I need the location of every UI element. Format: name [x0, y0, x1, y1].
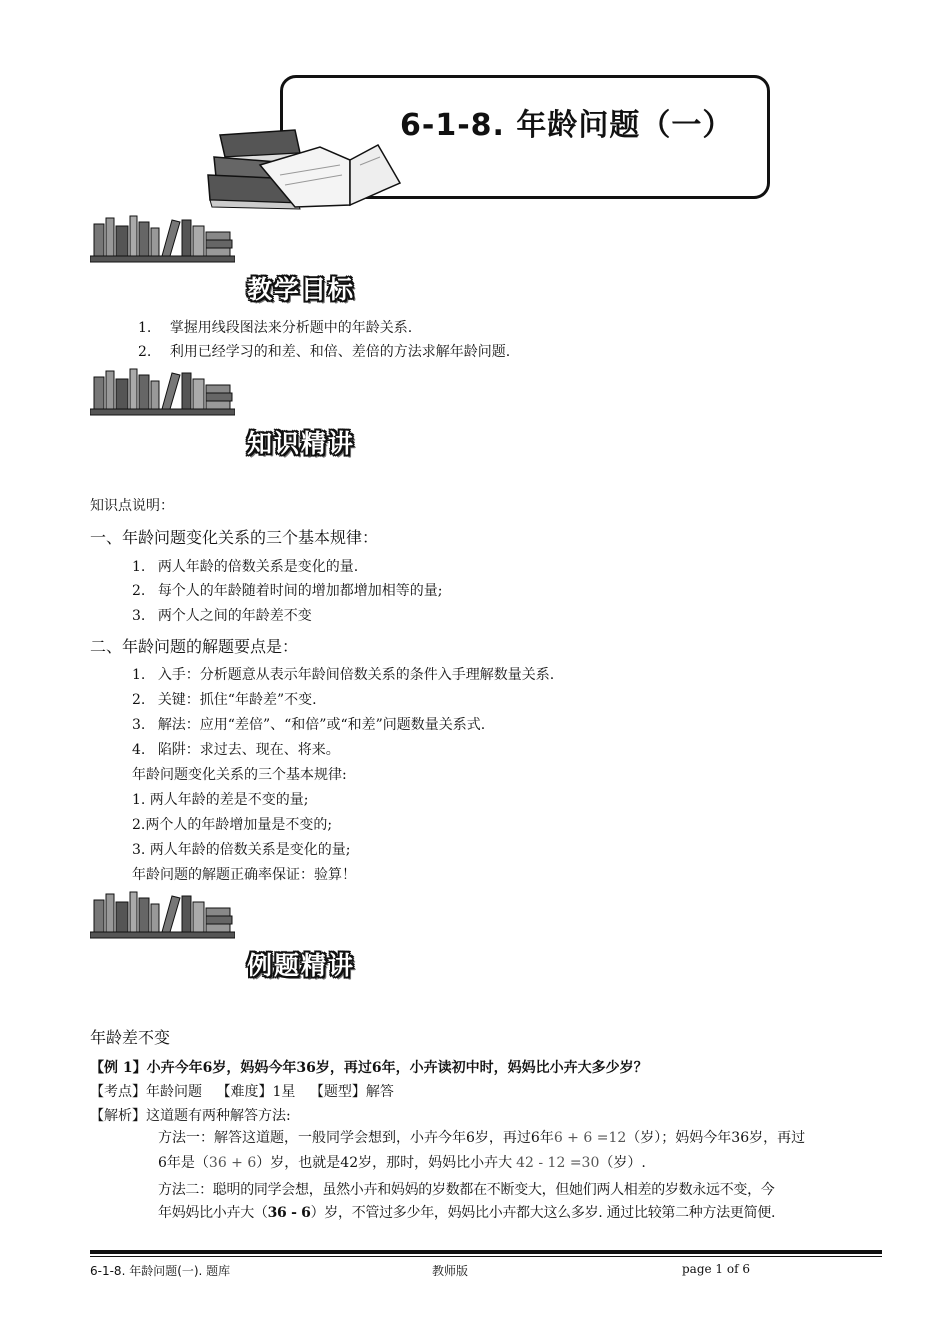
extra-heading: 年龄问题变化关系的三个基本规律:: [132, 767, 347, 783]
objective-text: 掌握用线段图法来分析题中的年龄关系.: [169, 320, 413, 336]
list-text: 两人年龄的倍数关系是变化的量.: [157, 559, 359, 575]
list-text: 解法：应用“差倍”、“和倍”或“和差”问题数量关系式.: [157, 717, 486, 733]
objective-number: 2.: [138, 344, 152, 360]
list-text: 两个人之间的年龄差不变: [157, 608, 312, 624]
list-number: 3.: [132, 717, 146, 733]
part1-heading: 一、年龄问题变化关系的三个基本规律：: [90, 528, 379, 547]
math-expression: 42 - 12 =30: [516, 1155, 600, 1171]
section-title-examples: 例题精讲: [247, 951, 356, 980]
tixing-label: 【题型】: [309, 1084, 366, 1100]
method-text: （岁）；妈妈今年36岁，再过: [626, 1130, 806, 1146]
list-item: [132, 739, 340, 759]
bookshelf-icon: [90, 888, 235, 940]
list-item: [132, 714, 485, 734]
method2-line1: 方法二：聪明的同学会想，虽然小卉和妈妈的岁数都在不断变大，但她们两人相差的岁数永远不变，今: [158, 1182, 775, 1198]
footer-rule: [90, 1250, 882, 1254]
list-number: 1.: [132, 559, 146, 575]
method-text: 方法一：解答这道题，一般同学会想到，小卉今年6岁，再过6年: [158, 1130, 554, 1146]
nandu-value: 1星: [272, 1084, 296, 1100]
part2-heading: 二、年龄问题的解题要点是：: [90, 637, 299, 656]
footer-rule-thin: [90, 1256, 882, 1257]
list-text: 关键：抓住“年龄差”不变.: [157, 692, 317, 708]
list-number: 4.: [132, 742, 146, 758]
knowledge-intro: 知识点说明：: [90, 498, 174, 514]
extra-item: 2.两个人的年龄增加量是不变的;: [132, 817, 333, 833]
guarantee-text: 年龄问题的解题正确率保证：验算！: [132, 867, 356, 883]
section-title-knowledge: 知识精讲: [247, 429, 356, 458]
list-text: 每个人的年龄随着时间的增加都增加相等的量;: [157, 583, 443, 599]
extra-item: 1. 两人年龄的差是不变的量;: [132, 792, 309, 808]
footer-center: 教师版: [432, 1264, 469, 1278]
nandu-label: 【难度】: [216, 1084, 273, 1100]
list-number: 2.: [132, 583, 146, 599]
objective-item: [138, 317, 412, 337]
kaodian-value: 年龄问题: [146, 1084, 202, 1100]
list-number: 3.: [132, 608, 146, 624]
bookshelf-icon: [90, 212, 235, 264]
example-topic: 年龄差不变: [90, 1028, 171, 1047]
method1-line1: [158, 1127, 805, 1147]
bookshelf-icon: [90, 365, 235, 417]
list-text: 陷阱：求过去、现在、将来。: [157, 742, 340, 758]
analysis-heading: [90, 1105, 291, 1125]
math-expression: 6 + 6 =12: [553, 1130, 627, 1146]
list-item: [132, 664, 554, 684]
math-expression: 36 - 6: [267, 1205, 311, 1221]
example-meta: [90, 1081, 394, 1101]
method-text: 6年是（: [158, 1155, 209, 1171]
list-text: 入手：分析题意从表示年龄间倍数关系的条件入手理解数量关系.: [157, 667, 555, 683]
example-question-text: 小卉今年6岁，妈妈今年36岁，再过6年，小卉读初中时，妈妈比小卉大多少岁？: [146, 1060, 648, 1076]
method2-line2: [158, 1202, 775, 1222]
books-illustration: [200, 125, 410, 210]
method-text: （岁）.: [599, 1155, 646, 1171]
method-text: ）岁，不管过多少年，妈妈比小卉都大这么多岁. 通过比较第二种方法更简便.: [310, 1205, 776, 1221]
extra-item: 3. 两人年龄的倍数关系是变化的量;: [132, 842, 351, 858]
list-number: 2.: [132, 692, 146, 708]
objective-number: 1.: [138, 320, 152, 336]
kaodian-label: 【考点】: [90, 1084, 146, 1100]
jiexi-label: 【解析】: [90, 1108, 146, 1124]
example-question: [90, 1057, 648, 1077]
page-title: 6-1-8. 年龄问题（一）: [400, 108, 734, 143]
objective-item: [138, 341, 510, 361]
method-text: 年妈妈比小卉大（: [158, 1205, 268, 1221]
list-number: 1.: [132, 667, 146, 683]
objective-text: 利用已经学习的和差、和倍、差倍的方法求解年龄问题.: [169, 344, 511, 360]
footer-page-number: page 1 of 6: [682, 1262, 750, 1276]
list-item: [132, 605, 312, 625]
method-text: ）岁，也就是42岁，那时，妈妈比小卉大: [256, 1155, 513, 1171]
list-item: [132, 556, 358, 576]
example-label: 【例 1】: [90, 1060, 147, 1076]
list-item: [132, 689, 317, 709]
tixing-value: 解答: [365, 1084, 394, 1100]
method1-line2: [158, 1152, 646, 1172]
section-title-objectives: 教学目标: [247, 275, 356, 304]
list-item: [132, 580, 443, 600]
math-expression: 36 + 6: [208, 1155, 257, 1171]
jiexi-text: 这道题有两种解答方法:: [146, 1108, 291, 1124]
footer-left: 6-1-8. 年龄问题(一). 题库: [90, 1264, 231, 1278]
